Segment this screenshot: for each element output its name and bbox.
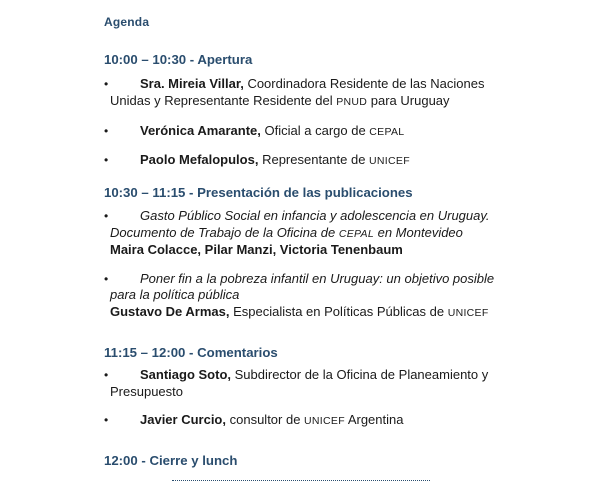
bullet-icon: • — [104, 209, 109, 223]
speaker-role-tail: para Uruguay — [367, 92, 450, 108]
section-presentacion — [104, 185, 584, 321]
agenda-item — [104, 208, 584, 259]
publication-title: Poner fin a la pobreza infantil en Uruguay: un objetivo posible — [140, 270, 495, 286]
speaker-name: Javier Curcio, — [140, 412, 226, 427]
agenda-item — [104, 271, 584, 322]
speaker-role-tail: Argentina — [344, 412, 404, 427]
org-acronym: UNICEF — [369, 154, 410, 167]
bullet-icon: • — [104, 124, 109, 138]
org-acronym: UNICEF — [447, 306, 489, 319]
bullet-icon: • — [104, 271, 109, 286]
publication-title-cont: para la política pública — [110, 287, 240, 302]
agenda-item — [104, 412, 584, 430]
section-apertura — [104, 52, 584, 169]
speaker-name: Sra. Mireia Villar, — [140, 76, 244, 91]
speaker-role-cont: Unidas y Representante Residente del — [110, 92, 337, 108]
section-heading: 10:30 – 11:15 - Presentación de las publicaciones — [104, 185, 413, 200]
publication-title: Gasto Público Social en infancia y adolescencia en Uruguay. — [140, 208, 490, 223]
section-cierre — [104, 453, 584, 469]
speaker-role: Coordinadora Residente de las Naciones — [243, 76, 485, 91]
speaker-name: Paolo Mefalopulos, — [140, 151, 259, 167]
org-acronym: PNUD — [336, 95, 368, 108]
publication-title-tail: en Montevideo — [374, 224, 463, 240]
bullet-icon: • — [104, 368, 109, 382]
speaker-role: Subdirector de la Oficina de Planeamiento y — [231, 367, 489, 382]
speaker-role-cont: Presupuesto — [110, 383, 183, 399]
publication-authors: Maira Colacce, Pilar Manzi, Victoria Tenenbaum — [110, 242, 403, 257]
section-heading: 11:15 – 12:00 - Comentarios — [104, 345, 278, 360]
agenda-item — [104, 76, 584, 110]
org-acronym: UNICEF — [304, 415, 345, 427]
section-heading: 12:00 - Cierre y lunch — [104, 453, 238, 468]
author-role: Especialista en Políticas Públicas de — [229, 303, 448, 319]
publication-title-cont: Documento de Trabajo de la Oficina de — [110, 224, 339, 240]
agenda-item — [104, 367, 584, 400]
org-acronym: CEPAL — [338, 227, 374, 240]
speaker-name: Verónica Amarante, — [140, 123, 261, 138]
speaker-role: consultor de — [226, 412, 305, 427]
section-comentarios — [104, 345, 584, 430]
agenda-item — [104, 123, 584, 141]
bullet-icon: • — [104, 413, 109, 427]
author-name: Gustavo De Armas, — [110, 303, 230, 319]
org-acronym: CEPAL — [369, 126, 405, 138]
section-heading: 10:00 – 10:30 - Apertura — [104, 52, 253, 67]
bullet-icon: • — [104, 77, 109, 91]
speaker-role: Representante de — [258, 151, 370, 167]
bullet-icon: • — [104, 152, 109, 167]
dotted-divider — [172, 478, 430, 481]
speaker-role: Oficial a cargo de — [260, 123, 370, 138]
agenda-item — [104, 152, 584, 170]
agenda-title: Agenda — [104, 15, 150, 29]
speaker-name: Santiago Soto, — [140, 367, 231, 382]
